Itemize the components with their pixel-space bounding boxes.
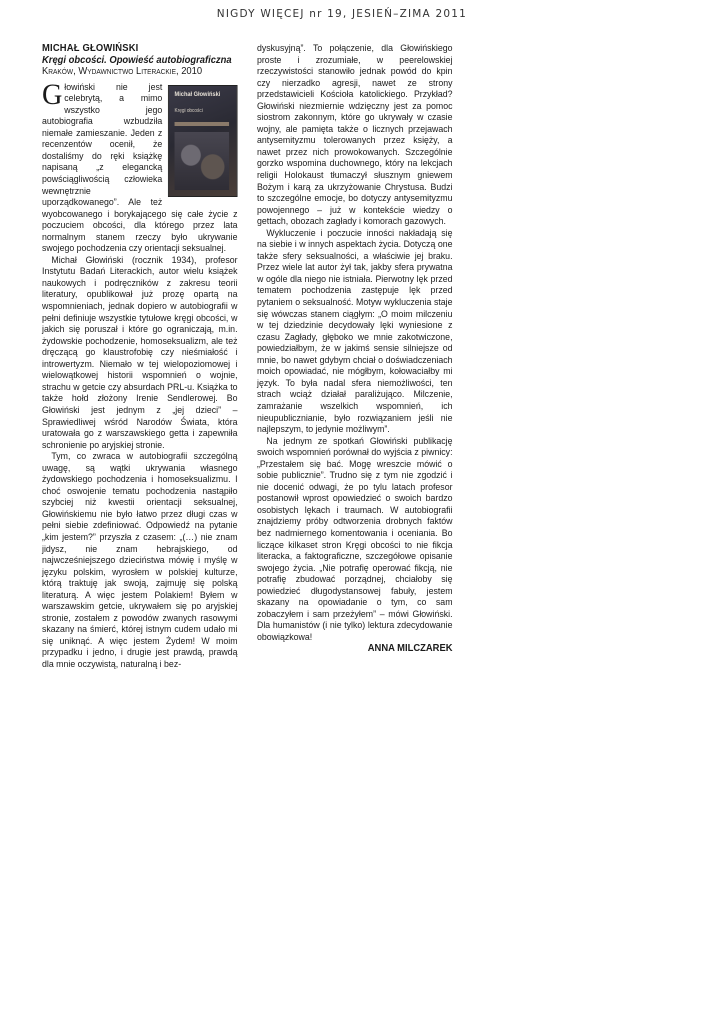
review-signature: ANNA MILCZAREK	[367, 643, 453, 655]
paragraph-1-text: łowiński nie jest celebrytą, a mimo wszystko jego autobiografia wzbudziła niemałe zamieszanie. Jeden z recenzentów ocenił, że dostaliśmy do ręki książkę napisaną „z elegancką powściągliwością człowieka wewnętrznie uporządkowanego”. Ale też wyobcowanego i borykającego się całe życie z poczuciem obcości, dla którego przez lata normalnym stanem rzeczy było ukrywanie swojego pochodzenia czy orientacji seksualnej.	[42, 81, 238, 254]
paragraph-4: dyskusyjną”. To połączenie, dla Głowińskiego proste i zrozumiałe, w peerelowskiej rzeczywistości stanowiło jednak powód do kpin czy nierzadko agresji, nawet ze strony przedstawicieli Kościoła katolickiego. Przykład? Głowiński niezmiernie wdzięczny jest za pomoc siostrom zakonnym, które go ukrywały w czasie wojny, ale pamięta także o licznych przejawach antysemityzmu tolerowanych przez księży, a nawet przez nich prowokowanych. Szczególnie gorzko wspomina duchownego, który na lekcjach religii Holokaust tłumaczył słusznym gniewem Bożym i karą za ukrzyżowanie Chrystusa. Budzi to szczególne emocje, bo dotyczy antysemityzmu powojennego – już w kontekście wiedzy o gettach, obozach zagłady i komorach gazowych.	[257, 43, 453, 227]
review-publisher: Kraków, Wydawnictwo Literackie, 2010	[42, 66, 203, 78]
paragraph-6: Na jednym ze spotkań Głowiński publikację swoich wspomnień porównał do wyjścia z piwnicy: „Przestałem się bać. Mogę wreszcie mówić o sobie publicznie”. Trudno się z tym nie zgodzić i nie docenić odwagi, że po tylu latach profesor postanowił wprost opowiedzieć o swoich bardzo osobistych lękach i traumach. W autobiografii znajdziemy próby odtworzenia drobnych faktów bez nadmiernego komentowania i oceniania. Bo liczące kilkaset stron Kręgi obcości to nie fikcja literacka, a faktograficzne, szczegółowe opisanie swojego życia. „Nie potrafię operować fikcją, nie potrafię zbudować porządnej, chciałoby się powiedzieć długodystansowej fabuły, jestem skazany na opowiadanie o tym, co sam zobaczyłem i sam przeżyłem” – mówi Głowiński. Dla humanistów (i nie tylko) lektura zdecydowanie obowiązkowa!	[257, 435, 453, 642]
cover-author: Michał Głowiński	[174, 91, 221, 98]
left-column	[42, 43, 238, 671]
review-author: MICHAŁ GŁOWIŃSKI	[42, 43, 139, 54]
book-cover-image	[168, 85, 238, 197]
review-title: Kręgi obcości. Opowieść autobiograficzna	[42, 54, 232, 66]
paragraph-5: Wykluczenie i poczucie inności nakładają się na siebie i w innych aspektach życia. Dotyczą one także sfery seksualności, a właściwie jej braku. Przez wiele lat autor żył tak, jakby sfera prywatna w ogóle dla niego nie istniała. Pierwotny lęk przed tematem pochodzenia zastępuje lęk przed pytaniem o seksualność. Motyw wykluczenia staje się wówczas stanem ciągłym: „O moim milczeniu w tej dziedzinie decydowały lęki wyniesione z czasu Zagłady, głęboko we mnie zakotwiczone, powiedziałbym, że w jakimś sensie silniejsze od mnie, bo nawet gdybym chciał o doświadczeniach moich opowiadać, nie mógłbym, kołowaciałby mi język. To była nadal sfera niemożliwości, ten strach wciąż działał paraliżująco. Milczenie, zamrażanie wszelkich wspomnień, ich nieupublicznianie, było rozwiązaniem jeśli nie najlepszym, to jedynie możliwym”.	[257, 227, 453, 435]
drop-cap: G	[42, 77, 63, 111]
cover-title: Kręgi obcości	[174, 107, 203, 114]
right-column	[257, 43, 453, 655]
cover-stripe	[175, 122, 230, 126]
paragraph-2: Michał Głowiński (rocznik 1934), profesor Instytutu Badań Literackich, autor wielu książek naukowych i podręczników z zakresu teorii literatury, opublikował już prozę opartą na wspomnieniach, jednak dopiero w autobiografii w pełni definiuje wszystkie tytułowe kręgi obcości, w jakich się poruszał i które go ograniczają, m.in. żydowskie pochodzenie, homoseksualizm, ale też dręczącą go klaustrofobię czy nieśmiałość i introwertyzm. Niemało w tej wielopoziomowej i wielowątkowej historii wspomnień o wojnie, strachu w getcie czy absurdach PRL-u. Książka to także hołd złożony Irenie Sendlerowej. Bo Głowiński jest jednym z „jej dzieci” – Sprawiedliwej wśród Narodów Świata, która uratowała go z warszawskiego getta i zapewniła schronienie po aryjskiej stronie.	[42, 254, 238, 450]
running-header: NIGDY WIĘCEJ nr 19, JESIEŃ–ZIMA 2011	[216, 8, 467, 20]
paragraph-3: Tym, co zwraca w autobiografii szczególną uwagę, są wątki ukrywania własnego żydowskiego pochodzenia i homoseksualizmu. I choć oswojenie tematu pochodzenia nastąpiło szybciej niż kwestii orientacji seksualnej, Głowińskiemu nie było łatwo przez długi czas w pełni siebie zdefiniować. Odpowiedź na pytanie „kim jestem?” przyszła z czasem: „(…) nie znam jidysz, nie znam hebrajskiego, od najwcześniejszego dzieciństwa mówię i myślę w języku polskim, wyrosłem w polskiej kulturze, którą traktuję jak swoją, zajmuję się polską literaturą. A więc jestem Polakiem! Byłem w warszawskim getcie, ukrywałem się po aryjskiej stronie, zostałem z powodów zwanych rasowymi skazany na śmierć, której istnym cudem udało mi się uniknąć. A więc jestem Żydem! W moim przypadku i jedno, i drugie jest prawdą, prawdą dla mnie oczywistą, naturalną i bez-	[42, 451, 238, 669]
cover-photo	[175, 132, 230, 190]
